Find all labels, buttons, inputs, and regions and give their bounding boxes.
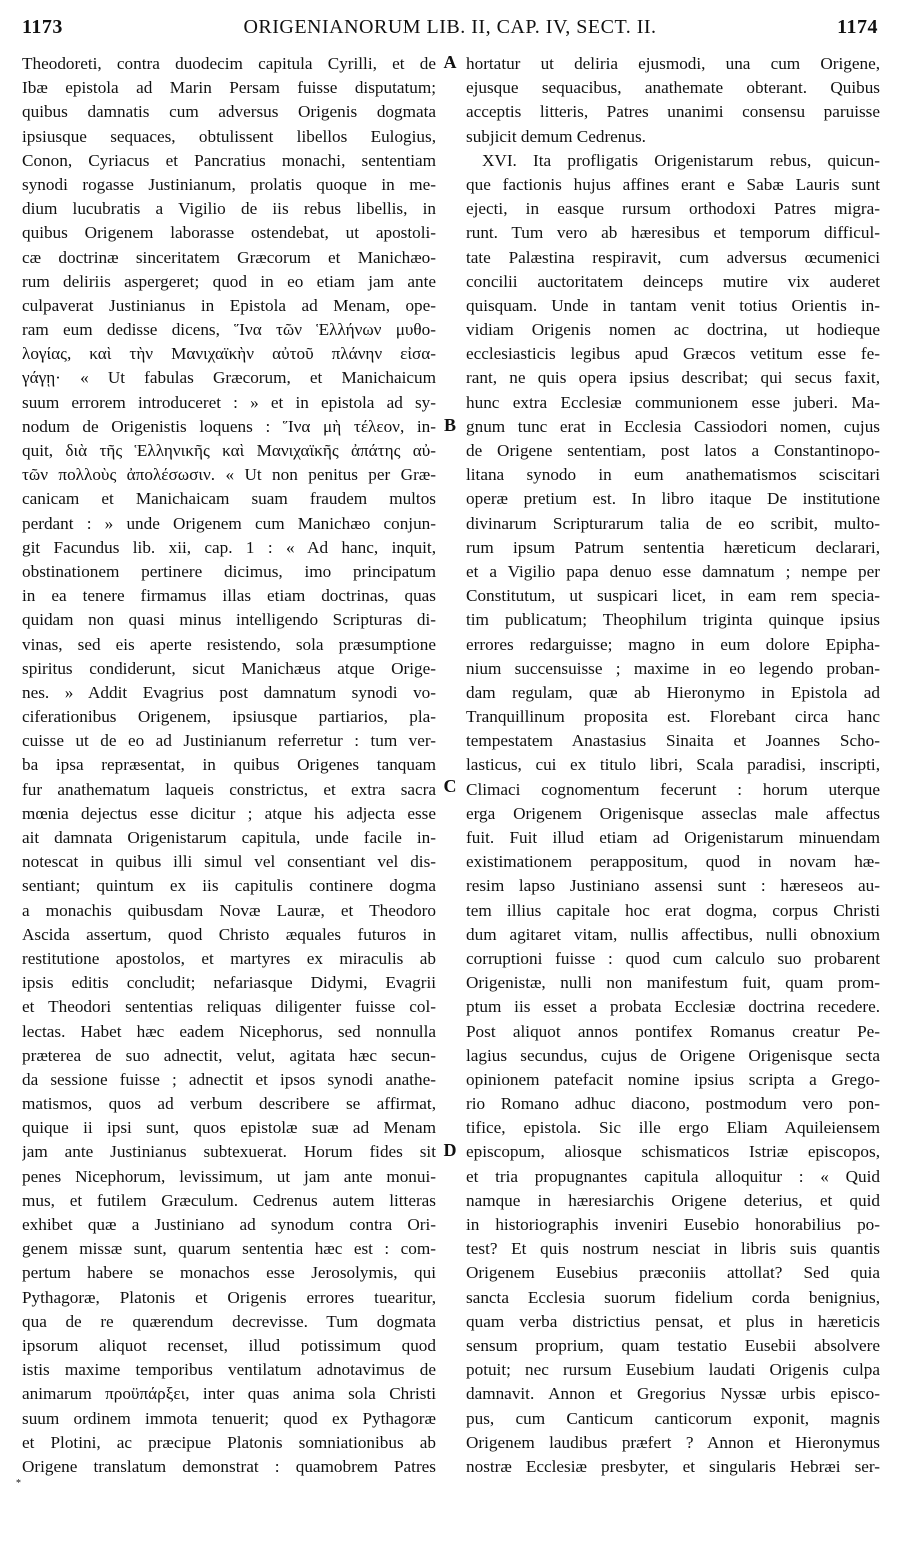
text-line: in ea tenere firmamus illas etiam doctrinas, quas: [22, 586, 436, 606]
text-line: corruptioni fuisse : quod cum calculo suo probarent: [466, 948, 880, 968]
text-line: ipsiusque sequaces, obtulissent libellos Eulogius,: [22, 126, 436, 146]
text-line: perdant : » unde Origenem cum Manichæo conjun-: [22, 513, 436, 533]
margin-letter-a: A: [443, 52, 457, 72]
text-line: tempestatem Anastasius Sinaita et Joannes Scho-: [466, 731, 880, 751]
text-line: synodi rogasse Justinianum, prolatis quoque in me-: [22, 174, 436, 194]
footnote-mark: *: [16, 1478, 21, 1489]
text-line: Tranquillinum proposita est. Florebant circa hanc: [466, 707, 880, 727]
text-line: erga Origenem Origenisque asseclas male affectus: [466, 803, 880, 823]
text-line: quam verba districtius pensat, et plus in hæreticis: [466, 1311, 880, 1331]
text-line: et a Vigilio papa denuo esse damnatum ; nempe per: [466, 561, 880, 581]
text-line: episcopum, aliosque schismaticos Istriæ episcopos,: [466, 1142, 880, 1162]
text-line: rio Romano adhuc diacono, postmodum vero pon-: [466, 1094, 880, 1114]
text-line: quibus damnatis cum adversus Origenis dogmata: [22, 102, 436, 122]
text-line: matismos, quos ad verbum describere se affirmat,: [22, 1094, 436, 1114]
text-line: da sessione fuisse ; adnectit et ipsos synodi anathe-: [22, 1069, 436, 1089]
text-line: Theodoreti, contra duodecim capitula Cyrilli, et de: [22, 54, 436, 73]
text-line: spiritus condiderunt, sicut Manichæus atque Orige-: [22, 658, 436, 678]
text-line: notescat in quibus illi simul vel consentiant vel dis-: [22, 852, 436, 872]
text-line: ipsis editis concludit; nefariasque Didymi, Evagrii: [22, 973, 436, 993]
page-number-left: 1173: [22, 16, 63, 38]
text-line: γάγῃ· « Ut fabulas Græcorum, et Manichaicum: [22, 368, 436, 388]
text-line: λογίας, καὶ τὴν Μανιχαϊκὴν αὐτοῦ πλάνην εἰσα-: [22, 344, 436, 364]
text-line: obstinationem pertinere dicimus, imo principatum: [22, 561, 436, 581]
text-line: vidiam Origenis nomen ac doctrina, ut hodieque: [466, 320, 880, 340]
text-line: cuisse ut de eo ad Justinianum referretur : tum ver-: [22, 731, 436, 751]
text-line: dium lucubratis a Vigilio de iis rebus libellis, in: [22, 199, 436, 219]
text-line: damnavit. Annon et Gregorius Nyssæ urbis episco-: [466, 1384, 880, 1404]
text-line: penes Nicephorum, levissimum, ut jam ante monui-: [22, 1166, 436, 1186]
text-line: rum deliriis aspergeret; quod in eo etiam jam ante: [22, 271, 436, 291]
text-line: runt. Tum vero ab hæresibus et temporum difficul-: [466, 223, 880, 243]
text-line: de Origene sententiam, post latos a Constantinopo-: [466, 441, 880, 460]
text-line: resim lapso Justiniano assensi sunt : hæreseos au-: [466, 876, 880, 896]
text-line: dum agitaret vitam, nullis affectibus, nulli obnoxium: [466, 924, 880, 944]
text-line: hortatur ut deliria ejusmodi, una cum Origene,: [466, 54, 880, 73]
text-line: potuit; nec rursum Eusebium laudati Origenis culpa: [466, 1360, 880, 1380]
text-line: suum ordinem immota tenuerit; quod ex Pythagoræ: [22, 1408, 436, 1428]
text-line: vinas, sed eis aperte resistendo, sola præsumptione: [22, 634, 436, 654]
text-line: tim publicatum; Theophilum triginta quinque ipsius: [466, 610, 880, 630]
text-line: Ibæ epistola ad Marin Persam fuisse disputatum;: [22, 78, 436, 98]
text-line: ipsorum aliquot recenset, illud potissimum quod: [22, 1335, 436, 1355]
text-line: sentiant; quintum ex iis capitulis continere dogma: [22, 876, 436, 896]
running-header: [22, 10, 878, 44]
left-column: [22, 52, 436, 1479]
text-line: quit, διὰ τῆς Ἑλληνικῆς καὶ Μανιχαϊκῆς ἀπάτης αὐ-: [22, 441, 436, 460]
text-line: quisquam. Unde in tantam venit totius Orientis in-: [466, 295, 880, 315]
text-line: pus, cum Canticum canticorum exponit, magnis: [466, 1408, 880, 1428]
text-line: tifice, epistola. Sic ille ergo Eliam Aquileiensem: [466, 1118, 880, 1138]
text-line: existimationem perappositum, quod in novam hæ-: [466, 852, 880, 872]
text-line: gnum tunc erat in Ecclesia Cassiodori nomen, cujus: [466, 416, 880, 436]
text-line: Climaci cognomentum fecerunt : horum uterque: [466, 779, 880, 799]
text-line: sancta Ecclesia suorum fidelium corda benignius,: [466, 1287, 880, 1307]
text-line: errores redarguisse; magno in eum dolore Epipha-: [466, 634, 880, 654]
margin-letter-c: C: [443, 776, 457, 796]
text-line: fur anathematum laqueis constrictus, et extra sacra: [22, 779, 436, 799]
text-line: operæ pretium est. In libro itaque De institutione: [466, 489, 880, 509]
text-line: rant, ne quis opera ipsius describat; qui secus faxit,: [466, 368, 880, 388]
text-line: subjicit demum Cedrenus.: [466, 126, 646, 146]
text-line: ecclesiasticis legibus apud Græcos vetitum esse fe-: [466, 344, 880, 364]
text-line: ptum iis esset a probata Ecclesiæ doctrina recedere.: [466, 997, 880, 1017]
text-line: Origenem laudibus præfert ? Annon et Hieronymus: [466, 1432, 880, 1452]
text-line: quique ii ipsi sunt, quos epistolæ suæ ad Menam: [22, 1118, 436, 1138]
text-line: test? Et quis nostrum nesciat in libris suis quantis: [466, 1239, 880, 1259]
text-line: canicam et Manichaicam suam fraudem multos: [22, 489, 436, 509]
text-line: acceptis litteris, Patres unanimi consensu paruisse: [466, 102, 880, 122]
text-line: exhibet quæ a Justiniano ad synodum contra Ori-: [22, 1215, 436, 1234]
text-line: Origenistæ, nulli non manifestum fuit, quam prom-: [466, 973, 880, 993]
text-line: ejecti, in easque rursum orthodoxi Patres migra-: [466, 199, 880, 219]
text-line: istis maxime temporibus ventilatum adnotavimus de: [22, 1360, 436, 1380]
text-line: genem missæ sunt, quarum sententia hæc est : com-: [22, 1239, 436, 1259]
text-line: divinarum Scripturarum talia de eo scribit, multo-: [466, 513, 880, 533]
text-line: mus, et futilem Græculum. Cedrenus autem litteras: [22, 1190, 436, 1210]
running-title: ORIGENIANORUM LIB. II, CAP. IV, SECT. II.: [243, 16, 657, 38]
text-line: Post aliquot annos pontifex Romanus creatur Pe-: [466, 1021, 880, 1041]
text-line: et Plotini, ac præcipue Platonis somniationibus ab: [22, 1432, 436, 1452]
text-line: ejusque sequacibus, anathemate obterant. Quibus: [466, 78, 880, 98]
text-line: ba ipsa repræsentat, in quibus Origenes tanquam: [22, 755, 436, 775]
text-line: Origene translatum demonstrat : quamobrem Patres: [22, 1456, 436, 1476]
text-line: et Theodori sententias reliquas diligenter fuisse col-: [22, 997, 436, 1017]
text-line: opinionem patefacit nomine ipsius scripta a Grego-: [466, 1069, 880, 1089]
text-line: præterea de suo adnectit, velut, agitata hæc secun-: [22, 1045, 436, 1065]
text-line: qua de re quærendum decrevisse. Tum dogmata: [22, 1311, 436, 1331]
text-line: restitutione apostolos, et martyres ex miraculis ab: [22, 948, 436, 968]
text-line: suum errorem introduceret : » et in epistola ad sy-: [22, 392, 436, 412]
text-line: lagius secundus, cujus de Origene Origenisque secta: [466, 1045, 880, 1065]
text-line: ciferationibus Origenem, ipsiusque partiarios, pla-: [22, 707, 436, 727]
text-line: quibus Origenem laborasse ostendebat, ut apostoli-: [22, 223, 436, 243]
text-line: quidam non quasi minus intelligendo Scripturas di-: [22, 610, 436, 630]
text-line: nodum de Origenistis loquens : Ἵνα μὴ τέλεον, in-: [22, 416, 436, 436]
text-line: nostræ Ecclesiæ presbyter, et singularis Hebræi ser-: [466, 1456, 880, 1476]
text-line: Constitutum, ut suspicari licet, in eam rem specia-: [466, 586, 880, 606]
text-line: que factionis hujus affines erant e Sabæ Lauris sunt: [466, 174, 880, 194]
margin-letter-b: B: [443, 415, 456, 435]
text-line: tate Palæstina respiravit, cum adversus œcumenici: [466, 247, 880, 267]
text-line: et tria propugnantes capitula alloquitur : « Quid: [466, 1166, 880, 1186]
text-line: pertum habere se monachos esse Jerosolymis, qui: [22, 1263, 436, 1283]
text-line: ait damnata Origenistarum capitula, unde facile in-: [22, 828, 436, 847]
text-line: Conon, Cyriacus et Pancratius monachi, sententiam: [22, 150, 436, 170]
text-line: nium succensuisse ; maxime in eo legendo proban-: [466, 658, 880, 678]
right-column: [466, 52, 880, 1479]
text-line: rum ipsum Patrum sententia hæreticum declarari,: [466, 537, 880, 557]
text-line: Origenem Eusebius præconiis attollat? Sed quia: [466, 1263, 880, 1283]
text-line: mœnia dejectus esse dicitur ; atque his adjecta esse: [22, 803, 436, 823]
page-number-right: 1174: [837, 16, 878, 38]
text-line: concilii auctoritatem deinceps mutire vix auderet: [466, 271, 880, 291]
text-line: lasticus, cui ex titulo libri, Scala paradisi, inscripti,: [466, 755, 880, 775]
text-line: a monachis quibusdam Novæ Lauræ, et Theodoro: [22, 900, 436, 920]
text-line: Ascida assertum, quod Christo æquales futuros in: [22, 924, 436, 944]
text-line: dam regulam, quæ ab Hieronymo in Epistola ad: [466, 682, 880, 702]
text-line: τῶν πολλοὺς ἀπολέσωσιν. « Ut non penitus per Græ-: [22, 465, 436, 485]
text-line: culpaverat Justinianus in Epistola ad Menam, ope-: [22, 295, 436, 315]
text-line: lectas. Habet hæc eadem Nicephorus, sed nonnulla: [22, 1021, 436, 1041]
text-line: jam ante Justinianus subtexuerat. Horum fides sit: [22, 1142, 436, 1162]
text-line: tem illius capitale hoc erat dogma, corpus Christi: [466, 900, 880, 920]
text-line: cæ doctrinæ sinceritatem Græcorum et Manichæo-: [22, 247, 436, 267]
text-line: animarum προϋπάρξει, inter quas anima sola Christi: [22, 1384, 436, 1404]
margin-letter-d: D: [443, 1140, 457, 1160]
text-line: in historiographis inveniri Eusebio honorabilius po-: [466, 1215, 880, 1234]
text-line: hunc extra Ecclesiæ communionem esse juberi. Ma-: [466, 392, 880, 412]
text-line: XVI. Ita profligatis Origenistarum rebus, quicun-: [482, 150, 880, 170]
text-line: ram eum dedisse dicens, Ἵνα τῶν Ἑλλήνων μυθο-: [22, 320, 436, 340]
text-line: git Facundus lib. xii, cap. 1 : « Ad hanc, inquit,: [22, 537, 436, 557]
text-line: sensum proprium, quam testatio Eusebii absolvere: [466, 1335, 880, 1355]
text-line: nes. » Addit Evagrius post damnatum synodi vo-: [22, 682, 436, 702]
text-line: litana synodo in eum anathematismos sciscitari: [466, 465, 880, 485]
text-line: Pythagoræ, Platonis et Origenis errores tuearitur,: [22, 1287, 436, 1307]
text-line: namque in hæresiarchis Origene deterius, et quid: [466, 1190, 880, 1210]
text-line: fuit. Fuit illud etiam ad Origenistarum minuendam: [466, 828, 880, 847]
